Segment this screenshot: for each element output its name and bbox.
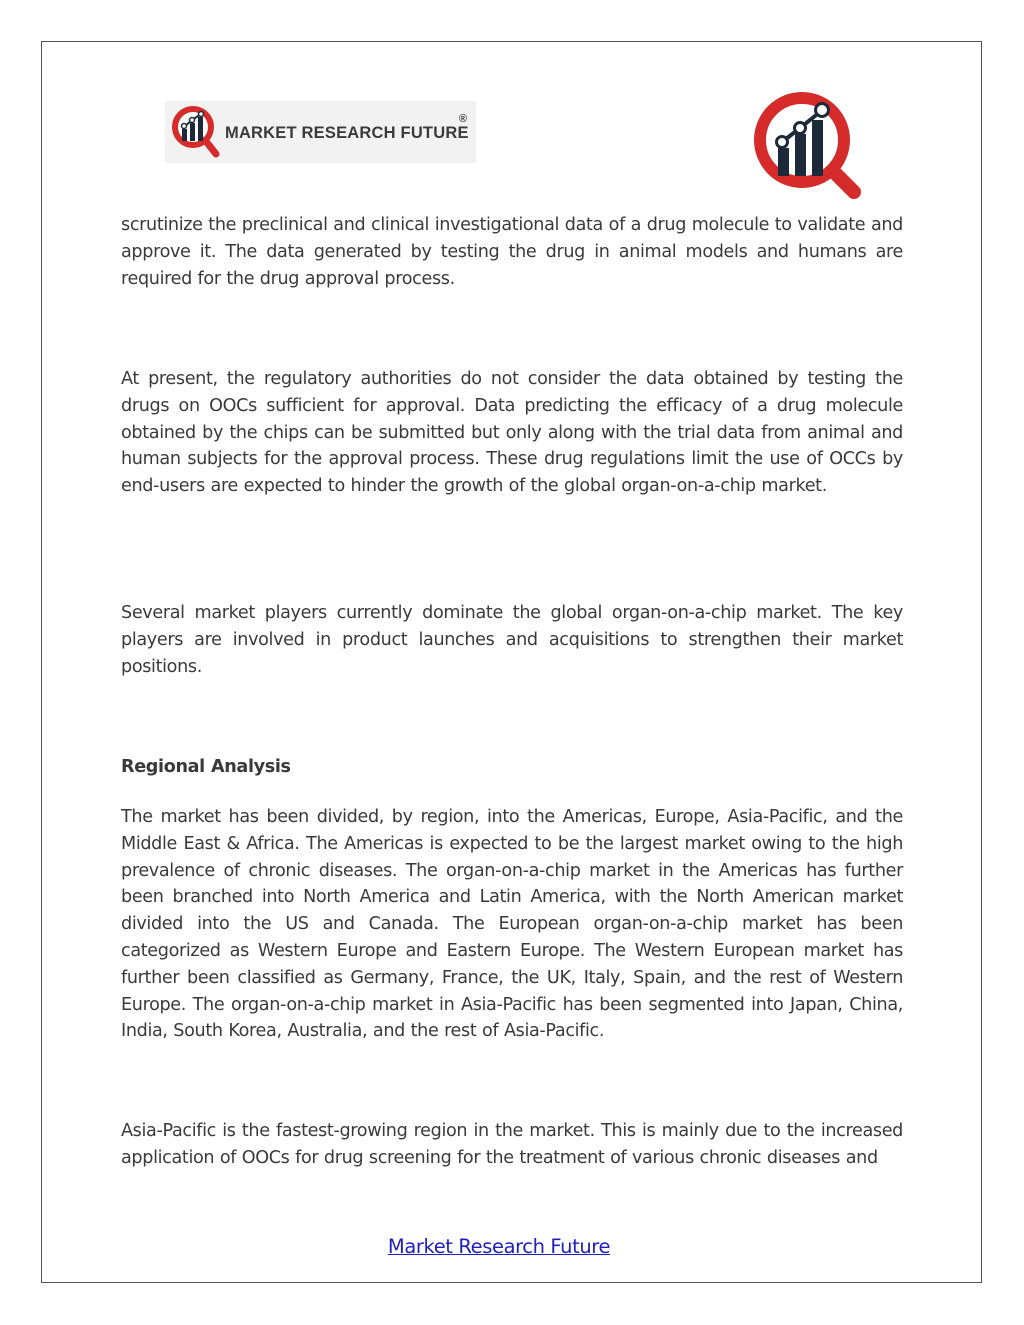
paragraph-2: At present, the regulatory authorities do not consider the data obtained by testing the drugs on OOCs sufficient for approval. Data predicting the efficacy of a drug molecule obtained by the chips can be submitted but only along with the trial data from animal and human subjects for the approval process. These drug regulations limit the use of OCCs by end-users are expected to hinder the growth of the global organ-on-a-chip market. <box>121 369 903 497</box>
body-text <box>121 804 903 1045</box>
paragraph-3: Several market players currently dominate the global organ-on-a-chip market. The key players are involved in product launches and acquisitions to strengthen their market positions. <box>121 603 903 677</box>
body-text <box>121 1118 903 1172</box>
body-text <box>121 212 903 292</box>
registered-mark: ® <box>458 113 467 125</box>
body-text <box>121 600 903 680</box>
logo-wordmark: MARKET RESEARCH FUTURE <box>225 123 469 142</box>
paragraph-5: Asia-Pacific is the fastest-growing region in the market. This is mainly due to the increased application of OOCs for drug screening for the treatment of various chronic diseases and <box>121 1121 903 1168</box>
magnifier-chart-icon <box>171 105 221 159</box>
footer-link[interactable]: Market Research Future <box>387 1235 611 1258</box>
paragraph-1: scrutinize the preclinical and clinical investigational data of a drug molecule to validate and approve it. The data generated by testing the drug in animal models and humans are required for the drug approval process. <box>121 215 903 289</box>
footer <box>0 1235 1024 1258</box>
magnifier-chart-logo-icon <box>750 90 868 202</box>
body-text <box>121 366 903 500</box>
section-heading: Regional Analysis <box>121 757 291 777</box>
brand-logo <box>165 101 476 163</box>
paragraph-4: The market has been divided, by region, into the Americas, Europe, Asia-Pacific, and the Middle East & Africa. The Americas is expected to be the largest market owing to the high prevalence of chronic diseases. The organ-on-a-chip market in the Americas has further been branched into North America and Latin America, with the North American market divided into the US and Canada. The European organ-on-a-chip market has been categorized as Western Europe and Eastern Europe. The Western European market has further been classified as Germany, France, the UK, Italy, Spain, and the rest of Western Europe. The organ-on-a-chip market in Asia-Pacific has been segmented into Japan, China, India, South Korea, Australia, and the rest of Asia-Pacific. <box>121 807 903 1042</box>
